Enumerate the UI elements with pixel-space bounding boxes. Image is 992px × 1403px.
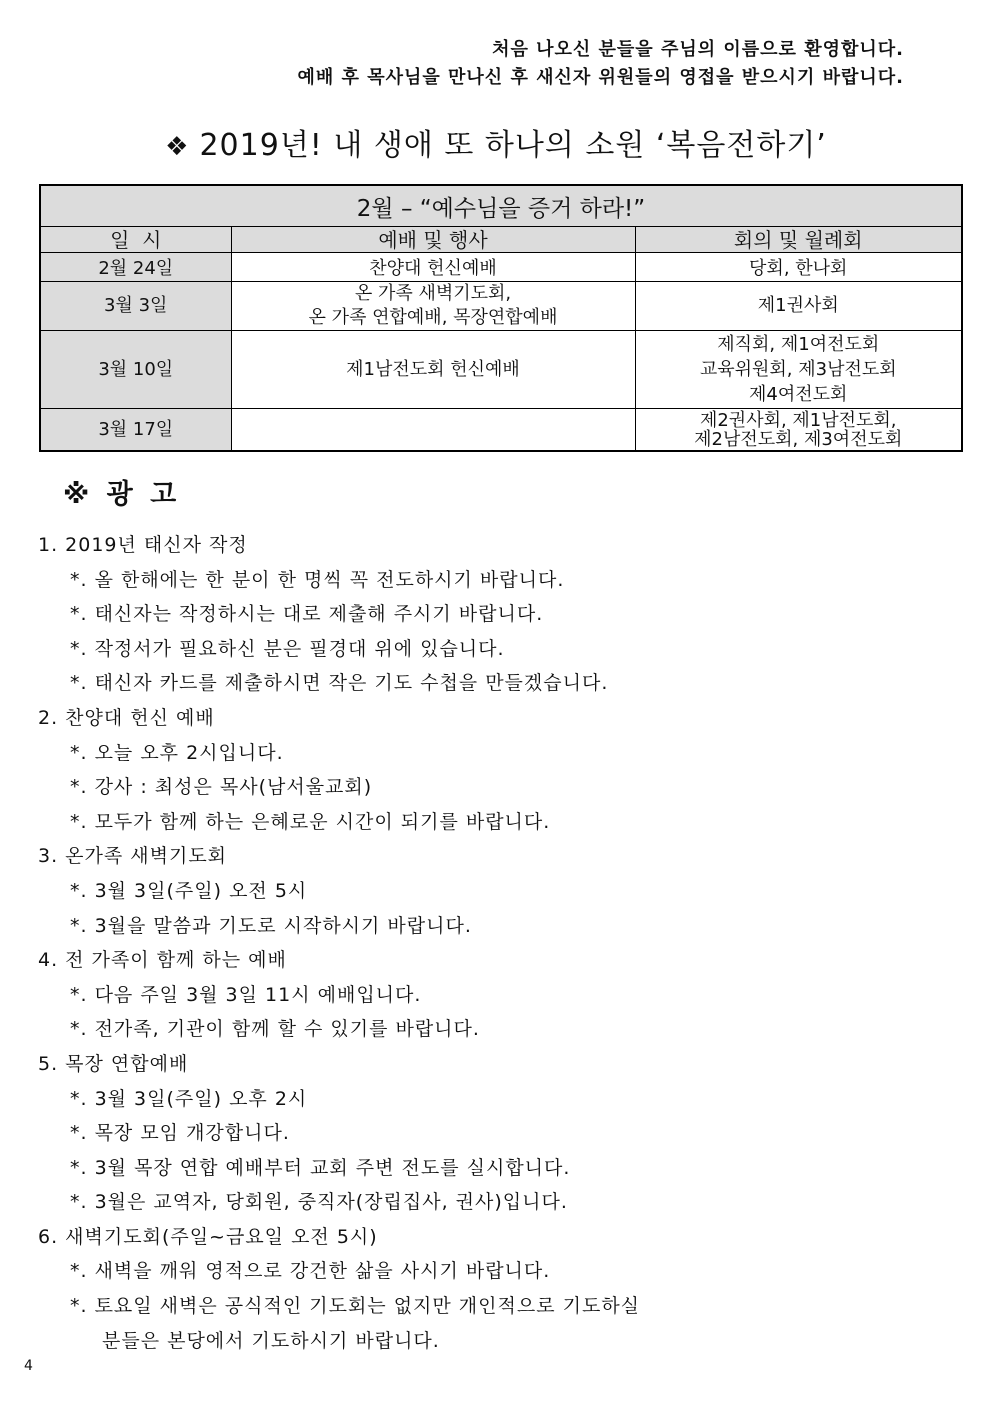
table-row [40,253,962,282]
table-row [40,282,962,331]
row-date: 2월 24일 [40,253,231,282]
meeting-line: 제직회, 제1여전도회 [717,334,880,355]
meeting-line: 제1권사회 [757,295,839,316]
schedule-month-title: 2월 – “예수님을 증거 하라!” [40,185,962,227]
schedule-table [39,184,963,452]
announcement-heading: 2. 찬양대 헌신 예배 [38,706,215,729]
event-line: 제1남전도회 헌신예배 [346,359,520,380]
announcements-list [38,528,938,1358]
announcement-heading: 5. 목장 연합예배 [38,1052,189,1075]
announcement-line: *. 오늘 오후 2시입니다. [70,741,284,764]
announcement-line: *. 3월 3일(주일) 오전 5시 [70,879,308,902]
meeting-line: 교육위원회, 제3남전도회 [699,359,897,380]
row-meetings [635,409,962,452]
row-meetings [635,331,962,409]
row-events [231,282,635,331]
row-date: 3월 17일 [40,409,231,452]
announcement-line: *. 태신자 카드를 제출하시면 작은 기도 수첩을 만들겠습니다. [70,672,609,695]
page-title-text: 2019년! 내 생애 또 하나의 소원 ‘복음전하기’ [199,128,827,163]
announcement-line: *. 3월 3일(주일) 오후 2시 [70,1087,308,1110]
row-date: 3월 10일 [40,331,231,409]
announcement-line: *. 작정서가 필요하신 분은 필경대 위에 있습니다. [70,637,505,660]
schedule-month-row [40,185,962,227]
announcement-line: *. 모두가 함께 하는 은혜로운 시간이 되기를 바랍니다. [70,810,551,833]
page-number: 4 [24,1358,33,1374]
meeting-line: 제4여전도회 [749,384,848,405]
announcement-item [38,943,938,1047]
announcement-line: *. 전가족, 기관이 함께 할 수 있기를 바랍니다. [70,1018,480,1041]
meeting-line: 당회, 한나회 [749,258,848,279]
meeting-line: 제2권사회, 제1남전도회, [699,409,897,431]
event-line: 온 가족 연합예배, 목장연합예배 [308,307,558,328]
event-line: 찬양대 헌신예배 [369,258,497,279]
announcement-line: *. 3월은 교역자, 당회원, 중직자(장립집사, 권사)입니다. [70,1191,568,1214]
page-title [0,120,992,164]
announcement-item [38,1220,938,1358]
diamond-bullet-icon: ❖ [165,132,190,162]
meeting-line: 제2남전도회, 제3여전도회 [694,428,903,450]
announcement-heading: 1. 2019년 태신자 작정 [38,534,248,556]
welcome-line-1: 처음 나오신 분들을 주님의 이름으로 환영합니다. [492,39,904,60]
header-meetings: 회의 및 월례회 [635,227,962,253]
row-meetings [635,253,962,282]
announcement-item [38,701,938,839]
announcement-item [38,1047,938,1220]
announcement-line: *. 새벽을 깨워 영적으로 강건한 삶을 사시기 바랍니다. [70,1260,551,1283]
announcement-line: *. 태신자는 작정하시는 대로 제출해 주시기 바랍니다. [70,603,544,626]
welcome-line-2: 예배 후 목사님을 만나신 후 새신자 위원들의 영접을 받으시기 바랍니다. [297,67,904,88]
announcement-heading: 6. 새벽기도회(주일~금요일 오전 5시) [38,1225,378,1248]
announcement-item [38,839,938,943]
row-meetings [635,282,962,331]
row-events [231,331,635,409]
announcement-line: *. 3월 목장 연합 예배부터 교회 주변 전도를 실시합니다. [70,1156,571,1179]
schedule-header-row [40,227,962,253]
announcement-line: *. 올 한해에는 한 분이 한 명씩 꼭 전도하시기 바랍니다. [70,568,565,591]
announcement-line-continuation: 분들은 본당에서 기도하시기 바랍니다. [102,1329,440,1352]
announcement-line: *. 3월을 말씀과 기도로 시작하시기 바랍니다. [70,914,472,937]
row-date: 3월 3일 [40,282,231,331]
announcement-line: *. 다음 주일 3월 3일 11시 예배입니다. [70,983,422,1006]
announcement-heading: 4. 전 가족이 함께 하는 예배 [38,949,287,972]
table-row [40,331,962,409]
announcement-item [38,528,938,701]
table-row [40,409,962,452]
row-events [231,253,635,282]
header-date: 일 시 [40,227,231,253]
announcement-heading: 3. 온가족 새벽기도회 [38,845,228,868]
event-line: 온 가족 새벽기도회, [354,283,512,304]
header-events: 예배 및 행사 [231,227,635,253]
announcement-line: *. 토요일 새벽은 공식적인 기도회는 없지만 개인적으로 기도하실 [70,1295,641,1318]
announcement-line: *. 목장 모임 개강합니다. [70,1122,290,1145]
announcements-title: ※ 광 고 [63,479,181,510]
row-events [231,409,635,452]
announcement-line: *. 강사 : 최성은 목사(남서울교회) [70,776,373,799]
welcome-message [298,36,905,92]
